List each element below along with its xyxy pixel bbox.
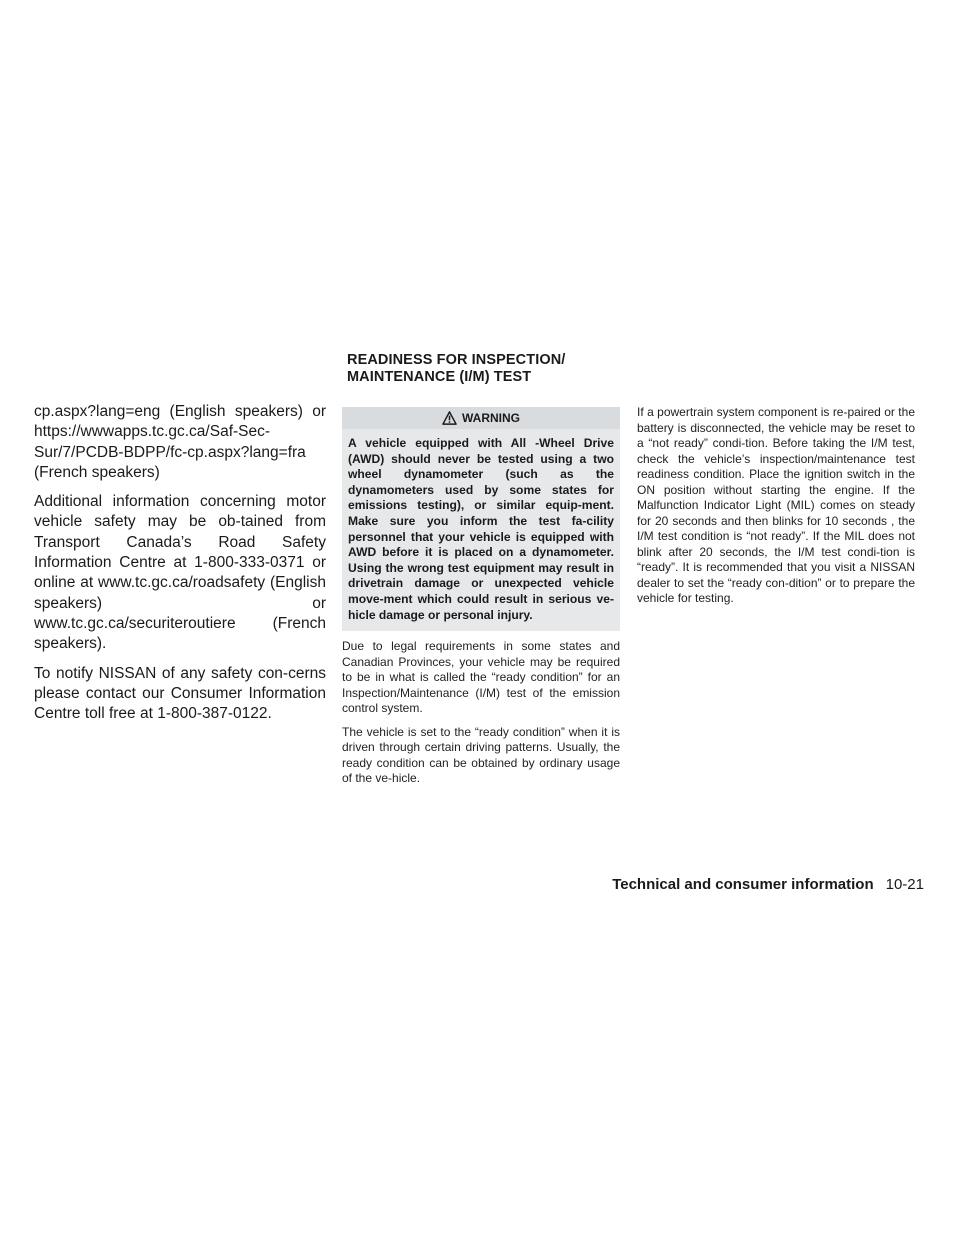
warning-triangle-icon bbox=[442, 411, 457, 425]
page-footer bbox=[612, 876, 924, 893]
paragraph-url-continuation: cp.aspx?lang=eng (English speakers) or https://wwwapps.tc.gc.ca/Saf-Sec-Sur/7/PCDB-BDPP/fc-cp.aspx?lang=fra (French speakers) bbox=[34, 403, 326, 481]
paragraph-ready-condition: The vehicle is set to the “ready condition” when it is driven through certain driving patterns. Usually, the ready condition can be obtained by ordinary usage of the ve-hicle. bbox=[342, 724, 620, 786]
paragraph-notify-nissan: To notify NISSAN of any safety con-cerns please contact our Consumer Information Centre toll free at 1-800-387-0122. bbox=[34, 664, 326, 723]
warning-text: A vehicle equipped with All -Wheel Drive (AWD) should never be tested using a two wheel dynamometer (such as the dynamometers used by some states for emissions testing), or similar equip-ment. Make sure you inform the test fa-cility personnel that your vehicle is equipped with AWD before it is placed on a dynamometer. Using the wrong test equipment may result in drivetrain damage or unexpected vehicle move-ment which could result in serious ve-hicle damage or personal injury. bbox=[342, 429, 620, 631]
left-column bbox=[34, 402, 326, 733]
warning-title: WARNING bbox=[462, 411, 520, 425]
warning-box bbox=[342, 407, 620, 631]
section-heading bbox=[347, 352, 677, 386]
warning-header bbox=[342, 407, 620, 429]
section-heading-line2: MAINTENANCE (I/M) TEST bbox=[347, 369, 532, 385]
paragraph-transport-canada: Additional information concerning motor vehicle safety may be ob-tained from Transport Canada’s Road Safety Information Centre at 1-800-333-0371 or online at www.tc.gc.ca/roadsafety (English speakers) or www.tc.gc.ca/securiteroutiere (French speakers). bbox=[34, 493, 326, 653]
right-column bbox=[637, 405, 915, 615]
paragraph-powertrain-reset: If a powertrain system component is re-paired or the battery is disconnected, the vehicle may be reset to a “not ready” condi-tion. Before taking the I/M test, check the vehicle’s inspection/maintenance test readiness condition. Place the ignition switch in the ON position without starting the engine. If the Malfunction Indicator Light (MIL) comes on steady for 20 seconds and then blinks for 10 seconds , the I/M test condition is “not ready”. If the MIL does not blink after 20 seconds, the I/M test condi-tion is “ready”. It is recommended that you visit a NISSAN dealer to set the “ready con-dition” or to prepare the vehicle for testing. bbox=[637, 405, 915, 605]
page-number: 10-21 bbox=[885, 876, 924, 893]
section-heading-line1: READINESS FOR INSPECTION/ bbox=[347, 352, 566, 368]
middle-column bbox=[342, 407, 620, 795]
paragraph-legal-requirements: Due to legal requirements in some states and Canadian Provinces, your vehicle may be required to be in what is called the “ready condition” for an Inspection/Maintenance (I/M) test of the emission control system. bbox=[342, 639, 620, 716]
footer-section-title: Technical and consumer information bbox=[612, 876, 874, 893]
